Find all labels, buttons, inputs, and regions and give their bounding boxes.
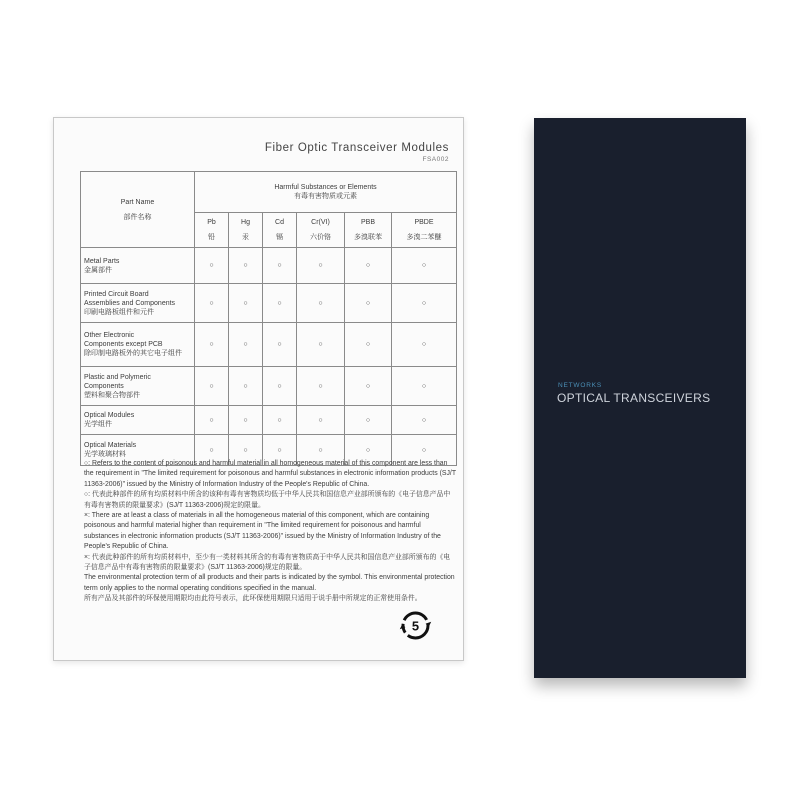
note-paragraph: The environmental protection term of all products and their parts is indicated by the symbol. This environmental protection term only applies to the normal operating conditions specified in the manual. xyxy=(84,574,455,592)
part-name-line: Components xyxy=(84,382,124,390)
compliance-mark: ○ xyxy=(195,248,229,284)
compliance-mark: ○ xyxy=(392,367,457,406)
document-code: FSA002 xyxy=(422,156,449,163)
compliance-mark: ○ xyxy=(229,323,263,367)
part-name-cell xyxy=(81,406,195,435)
note-paragraph: ○: Refers to the content of poisonous and harmful material in all homogeneous material of this component are less than the requirement in "The limited requirement for poisonous and harmful substances in electronic information products (SJ/T 11363-2006)" issued by the Ministry of Information Industry of the People's Republic of China. xyxy=(84,460,456,488)
part-name-line: Optical Materials xyxy=(84,442,137,449)
brochure-title: OPTICAL TRANSCEIVERS xyxy=(557,391,711,405)
part-name-header-zh: 部件名称 xyxy=(123,213,152,221)
compliance-mark: ○ xyxy=(297,367,345,406)
harmful-header-zh: 有毒有害物质或元素 xyxy=(294,193,357,200)
part-name-line: 光学玻璃材料 xyxy=(84,451,126,458)
compliance-mark: ○ xyxy=(195,284,229,323)
compliance-mark: ○ xyxy=(392,248,457,284)
element-name-zh: 多溴二苯醚 xyxy=(406,234,442,241)
part-name-cell xyxy=(81,367,195,406)
part-name-line: Optical Modules xyxy=(84,412,135,419)
element-name-zh: 镉 xyxy=(276,234,283,241)
element-header xyxy=(345,213,392,248)
element-header xyxy=(195,213,229,248)
compliance-mark: ○ xyxy=(195,323,229,367)
compliance-mark: ○ xyxy=(229,284,263,323)
element-symbol: Cd xyxy=(275,219,284,226)
compliance-mark: ○ xyxy=(263,406,297,435)
part-name-line: 印刷电路板组件和元件 xyxy=(84,308,154,316)
compliance-mark: ○ xyxy=(345,284,392,323)
element-name-zh: 多溴联苯 xyxy=(354,234,382,241)
compliance-mark: ○ xyxy=(345,248,392,284)
compliance-mark: ○ xyxy=(392,284,457,323)
document-title: Fiber Optic Transceiver Modules xyxy=(264,142,449,154)
note-paragraph: ×: 代表此种部件的所有均质材料中，至少有一类材料其所含的有毒有害物质高于中华人民共和国信息产业部所颁布的《电子信息产品中有毒有害物质的限量要求》(SJ/T 11363-2006)规定的限量。 xyxy=(84,553,451,572)
part-name-cell xyxy=(81,284,195,323)
compliance-mark: ○ xyxy=(345,323,392,367)
part-name-line: 除印制电路板外的其它电子组件 xyxy=(84,350,182,357)
compliance-mark: ○ xyxy=(392,406,457,435)
harmful-header-en: Harmful Substances or Elements xyxy=(274,184,377,191)
part-name-line: Metal Parts xyxy=(84,257,120,265)
table-row xyxy=(81,284,457,323)
part-name-line: 金属部件 xyxy=(84,266,112,274)
element-symbol: Hg xyxy=(241,219,250,226)
element-name-zh: 汞 xyxy=(242,234,249,241)
element-symbol: Pb xyxy=(207,219,216,226)
compliance-mark: ○ xyxy=(263,248,297,284)
harmful-substances-header xyxy=(195,172,457,213)
element-header xyxy=(297,213,345,248)
element-symbol: PBDE xyxy=(414,219,434,226)
part-name-header-en: Part Name xyxy=(120,198,155,206)
epup-number: 5 xyxy=(411,618,420,634)
element-header xyxy=(263,213,297,248)
compliance-mark: ○ xyxy=(345,406,392,435)
table-row xyxy=(81,406,457,435)
brochure-subtitle: NETWORKS xyxy=(558,382,602,389)
element-name-zh: 铅 xyxy=(208,234,215,241)
part-name-line: Components except PCB xyxy=(84,341,163,348)
part-name-line: 光学组件 xyxy=(84,421,112,428)
element-header xyxy=(392,213,457,248)
compliance-mark: ○ xyxy=(392,323,457,367)
part-name-line: Printed Circuit Board xyxy=(84,290,149,298)
compliance-mark: ○ xyxy=(263,284,297,323)
part-name-line: 塑料和聚合物部件 xyxy=(84,391,140,399)
hazardous-substances-table xyxy=(80,171,457,466)
compliance-mark: ○ xyxy=(229,367,263,406)
compliance-mark: ○ xyxy=(263,435,297,466)
compliance-mark: ○ xyxy=(297,323,345,367)
table-row xyxy=(81,367,457,406)
compliance-mark: ○ xyxy=(345,435,392,466)
part-name-line: Other Electronic xyxy=(84,332,135,339)
part-name-header xyxy=(81,172,195,248)
compliance-mark: ○ xyxy=(229,435,263,466)
table-row xyxy=(81,248,457,284)
compliance-mark: ○ xyxy=(297,248,345,284)
compliance-mark: ○ xyxy=(195,406,229,435)
environmental-protection-period-icon xyxy=(397,607,434,644)
part-name-cell xyxy=(81,323,195,367)
compliance-mark: ○ xyxy=(297,284,345,323)
part-name-line: Assemblies and Components xyxy=(84,299,176,307)
rohs-document-card xyxy=(53,117,464,661)
substances-table-body xyxy=(81,248,457,466)
product-brochure xyxy=(534,118,746,678)
compliance-notes xyxy=(84,459,456,605)
table-row xyxy=(81,323,457,367)
element-name-zh: 六价铬 xyxy=(310,234,331,241)
compliance-mark: ○ xyxy=(263,323,297,367)
compliance-mark: ○ xyxy=(229,406,263,435)
compliance-mark: ○ xyxy=(263,367,297,406)
element-header xyxy=(229,213,263,248)
compliance-mark: ○ xyxy=(345,367,392,406)
compliance-mark: ○ xyxy=(195,367,229,406)
note-paragraph: ×: There are at least a class of materials in all the homogeneous material of this component, which are containing poisonous and harmful material higher than requirement in "The limited requirement for poisonous and harmful substances in electronic information products (SJ/T 11363-2006)" issued by the Ministry of Information Industry of the People's Republic of China. xyxy=(84,512,441,551)
compliance-mark: ○ xyxy=(195,435,229,466)
element-symbol: Cr(VI) xyxy=(311,219,330,226)
note-paragraph: ○: 代表此种部件的所有均质材料中所含的该种有毒有害物质均低于中华人民共和国信息产业部所颁布的《电子信息产品中有毒有害物质的限量要求》(SJ/T 11363-2006)规定的限量。 xyxy=(84,491,451,509)
compliance-mark: ○ xyxy=(297,406,345,435)
part-name-line: Plastic and Polymeric xyxy=(84,373,151,381)
part-name-cell xyxy=(81,248,195,284)
note-paragraph: 所有产品及其部件的环保使用期限均由此符号表示，此环保使用期限只适用于说手册中所规定的正常使用条件。 xyxy=(84,595,422,603)
compliance-mark: ○ xyxy=(392,435,457,466)
compliance-mark: ○ xyxy=(297,435,345,466)
compliance-mark: ○ xyxy=(229,248,263,284)
element-symbol: PBB xyxy=(360,219,375,226)
